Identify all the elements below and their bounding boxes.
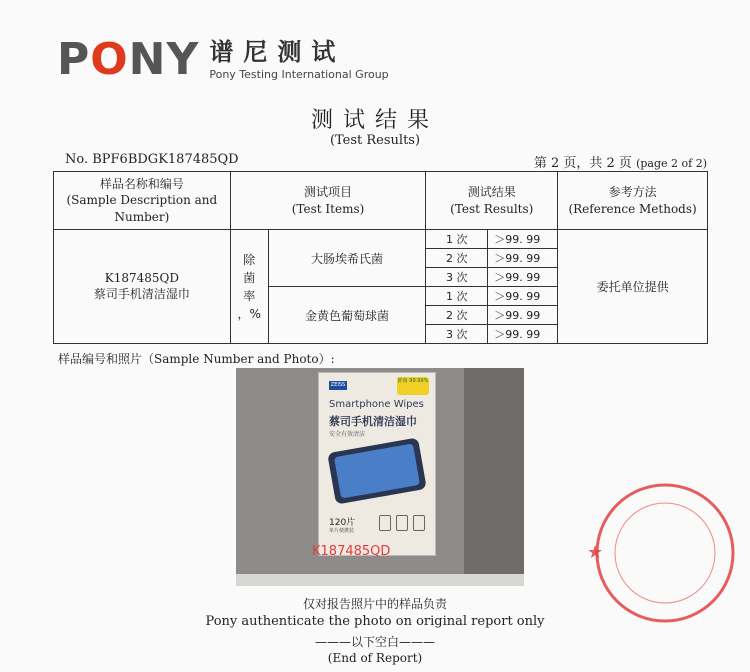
stamp-star: ★ (587, 542, 604, 563)
page-title-en: (Test Results) (329, 133, 421, 148)
logo-n: N (128, 34, 167, 85)
product-name-cn: 蔡司手机清洁湿巾 (329, 415, 417, 428)
fingerprint-icon (396, 515, 408, 531)
photo-sample-tag: K187485QD (312, 544, 391, 559)
run-value: ＞99. 99 (488, 306, 558, 325)
header-method (558, 172, 708, 230)
run-value: ＞99. 99 (488, 287, 558, 306)
method-cell: 委托单位提供 (558, 230, 708, 344)
header-results-cn: 测试结果 (467, 185, 516, 200)
rate-label (230, 230, 268, 344)
rate-label-char: 率 (243, 288, 256, 303)
table-row (54, 230, 708, 249)
header-items-cn: 测试项目 (304, 185, 353, 200)
page-title-cn: 测试结果 (310, 108, 439, 133)
brand-logo-icon: ZEISS (330, 382, 346, 388)
run-times: 3 次 (426, 268, 488, 287)
header-method-cn: 参考方法 (608, 185, 657, 200)
end-of-report-cn: ———以下空白——— (314, 635, 435, 649)
company-name-en: Pony Testing International Group (209, 67, 389, 81)
logo-letters (57, 34, 200, 85)
run-times: 1 次 (426, 287, 488, 306)
results-table (53, 171, 708, 344)
product-badge: 除菌 99.99% (397, 377, 429, 395)
run-value: ＞99. 99 (488, 249, 558, 268)
header-sample-en: (Sample Description and Number) (66, 193, 218, 224)
footer-note-cn: 仅对报告照片中的样品负责 (302, 597, 447, 611)
page-indicator-cn: 第 2 页，共 2 页 (533, 156, 632, 171)
tablet-outline-icon (413, 515, 425, 531)
product-box (318, 372, 436, 556)
product-count: 120片 (329, 518, 356, 528)
organism-ecoli: 大肠埃希氏菌 (268, 230, 426, 287)
footer-note-en: Pony authenticate the photo on original report only (205, 614, 545, 629)
run-value: ＞99. 99 (488, 230, 558, 249)
photo-shadow (464, 368, 524, 586)
header-results (426, 172, 558, 230)
report-number: No. BPF6BDGK187485QD (65, 152, 239, 167)
product-subtitle: 安全有效清洁 (329, 431, 366, 438)
rate-label-char: 除 (243, 252, 256, 267)
smartphone-screen (334, 443, 420, 498)
header-method-en: (Reference Methods) (568, 201, 697, 216)
page-indicator-en: (page 2 of 2) (636, 157, 707, 170)
stamp-inner-ring (615, 503, 715, 603)
header-items-en: (Test Items) (291, 201, 365, 216)
run-times: 2 次 (426, 306, 488, 325)
phone-outline-icon (379, 515, 391, 531)
header-items (230, 172, 426, 230)
logo-o: O (90, 34, 129, 85)
run-times: 2 次 (426, 249, 488, 268)
product-count-sub: 单片便携装 (329, 528, 355, 534)
company-name-cn: 谱尼测试 (209, 37, 346, 66)
feature-icons (379, 515, 425, 531)
sample-photo-label: 样品编号和照片（Sample Number and Photo）: (58, 352, 335, 366)
table-header-row (54, 172, 708, 230)
sample-id: K187485QD (104, 271, 179, 285)
run-value: ＞99. 99 (488, 325, 558, 344)
photo-ruler (236, 574, 524, 586)
end-of-report-en: (End of Report) (327, 651, 423, 665)
smartphone-image (327, 437, 427, 504)
rate-label-char: 菌 (243, 270, 256, 285)
rate-label-char: ，% (237, 306, 261, 321)
sample-name: 蔡司手机清洁湿巾 (93, 287, 190, 301)
logo-p: P (57, 34, 91, 85)
header-sample-cn: 样品名称和编号 (99, 177, 184, 192)
logo-y: Y (166, 34, 200, 85)
organism-saureus: 金黄色葡萄球菌 (268, 287, 426, 344)
product-name-en: Smartphone Wipes (329, 399, 424, 410)
run-times: 3 次 (426, 325, 488, 344)
header-sample (54, 172, 231, 230)
pony-logo (57, 34, 389, 85)
header-results-en: (Test Results) (450, 201, 534, 216)
run-times: 1 次 (426, 230, 488, 249)
sample-photo (236, 368, 524, 586)
run-value: ＞99. 99 (488, 268, 558, 287)
sample-cell (54, 230, 231, 344)
page-indicator (534, 152, 707, 171)
